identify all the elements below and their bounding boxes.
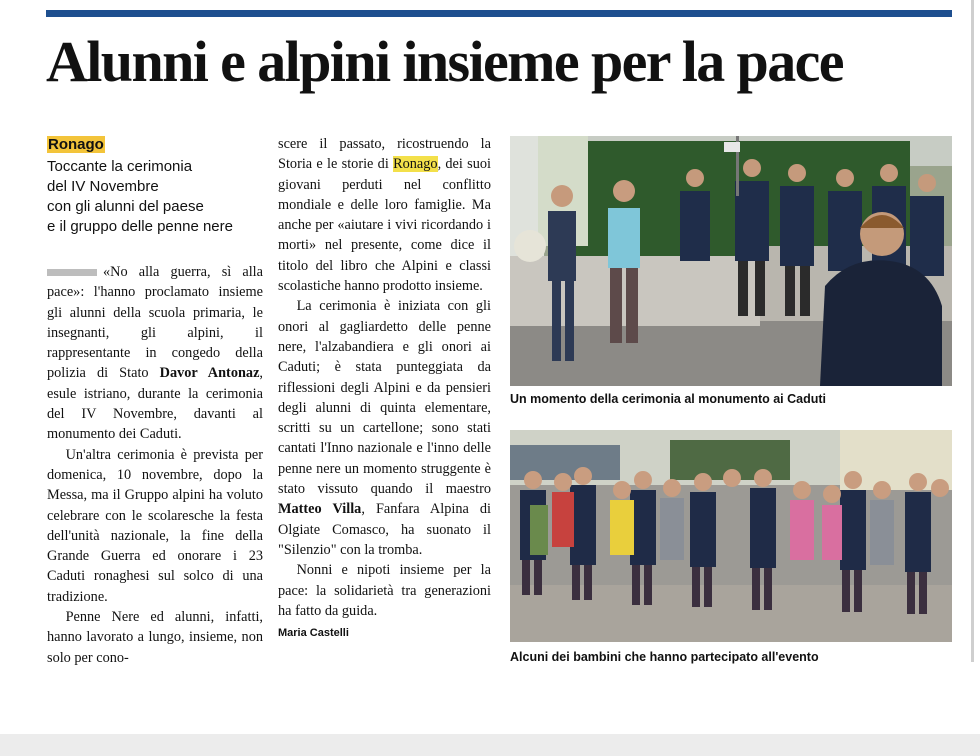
article-column-2 [278,134,491,643]
header-rule [46,10,952,17]
location-kicker: Ronago [48,136,104,153]
children-photo [510,430,952,642]
paragraph: Penne Nere ed alunni, infatti, hanno lavorato a lungo, insieme, non solo per cono- [47,609,263,666]
bottom-margin [0,734,980,756]
photo-caption: Alcuni dei bambini che hanno partecipato all'evento [510,650,819,664]
subheadline [47,157,267,237]
paragraph: Nonni e nipoti insieme per la pace: la solidarietà tra generazioni ha fatto da guida. [278,562,491,619]
subhead-line: con gli alunni del paese [47,198,204,215]
headline: Alunni e alpini insieme per la pace [46,29,843,94]
photo-caption: Un momento della cerimonia al monumento ai Caduti [510,392,827,406]
lead-bar [47,269,97,276]
highlighted-place: Ronago [393,156,438,173]
paragraph: scere il passato, ricostruendo la Storia e le storie di Ronago, dei suoi giovani perduti nel conflitto mondiale e delle loro famiglie. Ma anche per «aiutare i vivi ricordando i morti» nel presente, come dice il titolo del libro che Alpini e classi scolastiche hanno prodotto insieme. [278,136,491,295]
page-edge [971,0,974,662]
paragraph: La cerimonia è iniziata con gli onori al gagliardetto delle penne nere, l'alzabandiera e gli onori ai Caduti; è stata punteggiata da riflessioni degli Alpini e da pensieri degli alunni di quinta elementare, scritti su un cartellone; sono stati cantati l'Inno nazionale e l'inno delle penne nere un momento struggente è stato vissuto quando il maestro Matteo Villa, Fanfara Alpina di Olgiate Comasco, ha suonato il "Silenzio" con la tromba. [278,298,491,558]
article-column-1 [47,262,263,668]
ceremony-photo [510,136,952,386]
paragraph: «No alla guerra, sì alla pace»: l'hanno proclamato insieme gli alunni della scuola primaria, le insegnanti, gli alpini, il rappresentante in congedo della polizia di Stato Davor Antonaz, esule istriano, durante la cerimonia del IV Novembre, davanti al monumento dei Caduti. [47,264,263,443]
subhead-line: Toccante la cerimonia [47,158,193,175]
subhead-line: del IV Novembre [47,178,159,195]
person-name: Davor Antonaz [159,365,260,382]
author-byline: Maria Castelli [278,627,349,640]
person-name: Matteo Villa [278,501,362,518]
paragraph: Un'altra cerimonia è prevista per domenica, 10 novembre, dopo la Messa, ma il Gruppo alpini ha voluto celebrare con le scolaresche la festa dell'unità nazionale, la fine della Grande Guerra ed onorare i 23 Caduti ronaghesi sul solco di una tradizione. [47,446,263,605]
subhead-line: e il gruppo delle penne nere [47,218,233,235]
